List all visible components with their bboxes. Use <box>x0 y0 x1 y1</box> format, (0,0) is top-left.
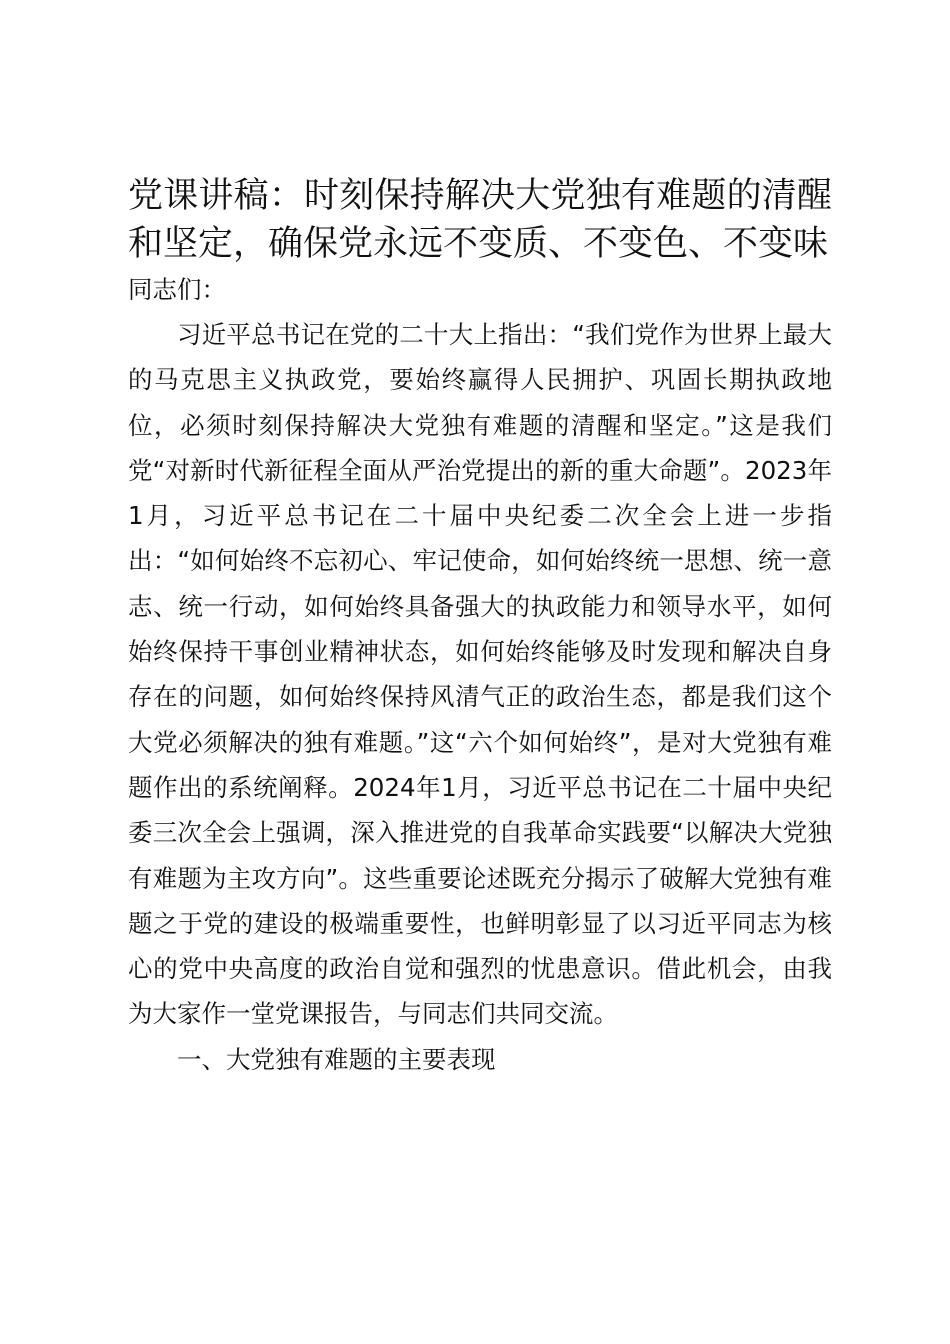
body-paragraph: 习近平总书记在党的二十大上指出：“我们党作为世界上最大的马克思主义执政党，要始终赢得人民拥护、巩固长期执政地位，必须时刻保持解决大党独有难题的清醒和坚定。”这是我们党“对新时代新征程全面从严治党提出的新的重大命题”。2023年1月，习近平总书记在二十届中央纪委二次全会上进一步指出：“如何始终不忘初心、牢记使命，如何始终统一思想、统一意志、统一行动，如何始终具备强大的执政能力和领导水平，如何始终保持干事创业精神状态，如何始终能够及时发现和解决自身存在的问题，如何始终保持风清气正的政治生态，都是我们这个大党必须解决的独有难题。”这“六个如何始终”，是对大党独有难题作出的系统阐释。2024年1月，习近平总书记在二十届中央纪委三次全会上强调，深入推进党的自我革命实践要“以解决大党独有难题为主攻方向”。这些重要论述既充分揭示了破解大党独有难题之于党的建设的极端重要性，也鲜明彰显了以习近平同志为核心的党中央高度的政治自觉和强烈的忧患意识。借此机会，由我为大家作一堂党课报告，与同志们共同交流。 <box>128 320 832 1029</box>
section-heading: 一、大党独有难题的主要表现 <box>177 1044 496 1074</box>
document-page <box>128 172 832 1083</box>
salutation: 同志们： <box>128 275 226 304</box>
document-title: 党课讲稿：时刻保持解决大党独有难题的清醒和坚定，确保党永远不变质、不变色、不变味 <box>128 176 832 264</box>
